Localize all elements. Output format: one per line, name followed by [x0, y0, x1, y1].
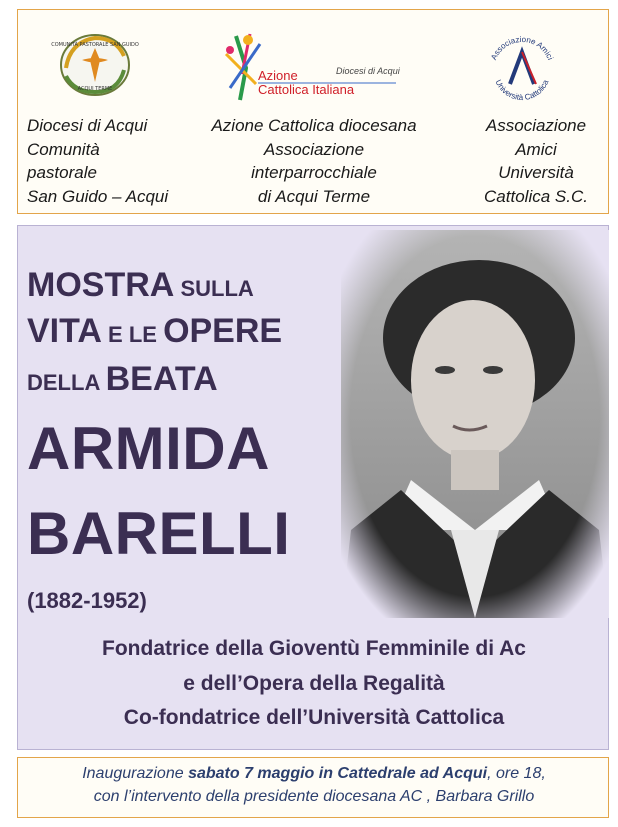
- col-mid-line: di Acqui Terme: [257, 186, 371, 206]
- col-left-line: Comunità: [27, 139, 100, 159]
- title-line-2: [27, 312, 282, 351]
- organizer-associazione-amici: [463, 114, 609, 208]
- main-panel: [17, 225, 609, 750]
- col-left-line: San Guido – Acqui: [27, 186, 169, 206]
- title-sulla: SULLA: [174, 276, 254, 301]
- header-panel: [17, 9, 609, 214]
- svg-text:Università Cattolica: [494, 78, 551, 102]
- col-left-line: pastorale: [27, 163, 97, 182]
- footer-panel: [17, 757, 609, 818]
- life-dates: (1882-1952): [27, 588, 147, 613]
- footer-line-1: [18, 765, 610, 783]
- logo-right-text-1: Associazione Amici: [489, 34, 555, 62]
- title-della: DELLA: [27, 370, 106, 395]
- col-right-line: Università: [498, 163, 574, 182]
- organizer-diocese: [27, 114, 197, 208]
- subtitle-line-3: Co-fondatrice dell’Università Cattolica: [123, 706, 505, 729]
- logo-left-text-1: COMUNITÀ PASTORALE SAN GUIDO: [51, 42, 139, 48]
- logo-mid-text-3: Diocesi di Acqui: [336, 66, 400, 76]
- logo-right-text-2: Università Cattolica: [493, 78, 551, 103]
- name-barelli: BARELLI: [27, 500, 291, 567]
- footer-time: , ore 18,: [487, 765, 546, 782]
- title-vita: VITA: [27, 312, 102, 350]
- logo-mid-text-1: Azione: [258, 68, 298, 83]
- title-beata: BEATA: [105, 360, 218, 398]
- portrait-photo: [341, 230, 609, 618]
- logo-mid-text-2: Cattolica Italiana: [258, 82, 355, 97]
- azione-cattolica-logo: [216, 24, 401, 108]
- amici-universita-cattolica-logo: [484, 32, 560, 104]
- title-e-le: E LE: [101, 322, 164, 347]
- col-mid-line: interparrocchiale: [251, 163, 377, 182]
- footer-date-place: sabato 7 maggio in Cattedrale ad Acqui: [188, 765, 488, 782]
- title-opere: OPERE: [163, 312, 283, 350]
- col-mid-line: Associazione: [263, 139, 365, 159]
- logo-left-text-2: ACQUI TERME: [77, 86, 113, 92]
- organizer-azione-cattolica: [198, 114, 430, 208]
- footer-inaugurazione: Inaugurazione: [82, 765, 189, 782]
- subtitle-line-2: e dell’Opera della Regalità: [183, 672, 445, 695]
- col-mid-line: Azione Cattolica diocesana: [211, 116, 417, 135]
- name-armida: ARMIDA: [27, 415, 270, 482]
- title-mostra: MOSTRA: [27, 266, 175, 304]
- col-right-line: Associazione: [485, 116, 587, 135]
- col-right-line: Cattolica S.C.: [484, 186, 588, 206]
- comunita-pastorale-logo: [51, 30, 139, 100]
- footer-line-2: con l’intervento della presidente diocesana AC , Barbara Grillo: [93, 788, 535, 805]
- col-left-line: Diocesi di Acqui: [27, 116, 148, 135]
- title-line-3: [27, 360, 218, 399]
- subtitle-line-1: Fondatrice della Gioventù Femminile di Ac: [102, 637, 526, 660]
- title-line-1: [27, 266, 254, 305]
- col-right-line: Amici: [515, 139, 557, 159]
